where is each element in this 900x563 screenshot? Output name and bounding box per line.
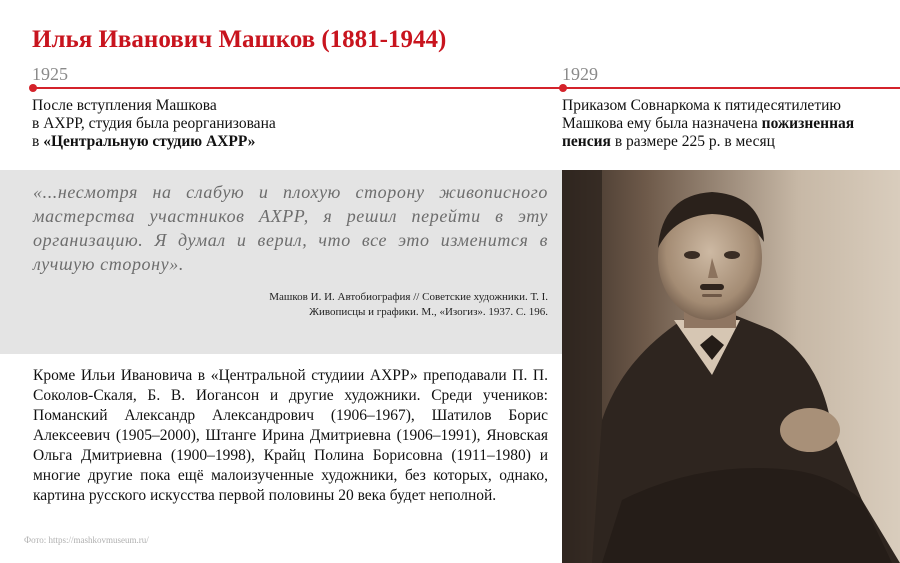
event-1929-line1: Приказом Совнаркома к пятидесятилетию [562,97,841,114]
timeline-dot-1925 [29,84,37,92]
event-1929-bold1: пожизненная [761,115,855,132]
citation-line2: Живописцы и графики. М., «Изогиз». 1937. С. 196. [309,306,548,318]
event-1925-bold: «Центральную студию АХРР» [43,133,256,150]
timeline-year-1925: 1925 [32,64,68,84]
portrait-photo [562,170,900,563]
event-1925-line3: в [32,133,44,150]
quote-citation [128,290,548,320]
quote-text: «...несмотря на слабую и плохую сторону живописного мастерства участников АХРР, я решил перейти в эту организацию. Я думал и верил, что все это изменится в лучшую сторону». [33,182,548,274]
event-1925 [32,97,352,151]
citation-line1: Машков И. И. Автобиография // Советские художники. Т. I. [269,291,548,303]
photo-credit: Фото: https://mashkovmuseum.ru/ [24,535,149,545]
event-1929-line2: Машкова ему была назначена [562,115,762,132]
timeline-dot-1929 [559,84,567,92]
body-paragraph: Кроме Ильи Ивановича в «Центральной студиии АХРР» преподавали П. П. Соколов-Скаля, Б. В. Иогансон и другие художники. Среди учеников: Поманский Александр Александрович (1906–1967), Шатилов Борис Алексеевич (1905–2000), Штанге Ирина Дмитриевна (1906–1991), Яновская Ольга Дмитриевна (1900–1998), Крайц Полина Борисовна (1911–1980) и многие другие пока ещё малоизученные художники, без которых, однако, картина русского искусства первой половины 20 века будет неполной. [33,367,548,504]
event-1925-line2: в АХРР, студия была реорганизована [32,115,276,132]
event-1925-line1: После вступления Машкова [32,97,217,114]
event-1929 [562,97,892,151]
event-1929-line3: в размере 225 р. в месяц [610,133,775,150]
quote-block [0,170,562,354]
event-1929-bold2: пенсия [562,133,611,150]
page-title: Илья Иванович Машков (1881-1944) [32,26,447,53]
timeline-year-1929: 1929 [562,64,598,84]
timeline-line [32,87,900,89]
